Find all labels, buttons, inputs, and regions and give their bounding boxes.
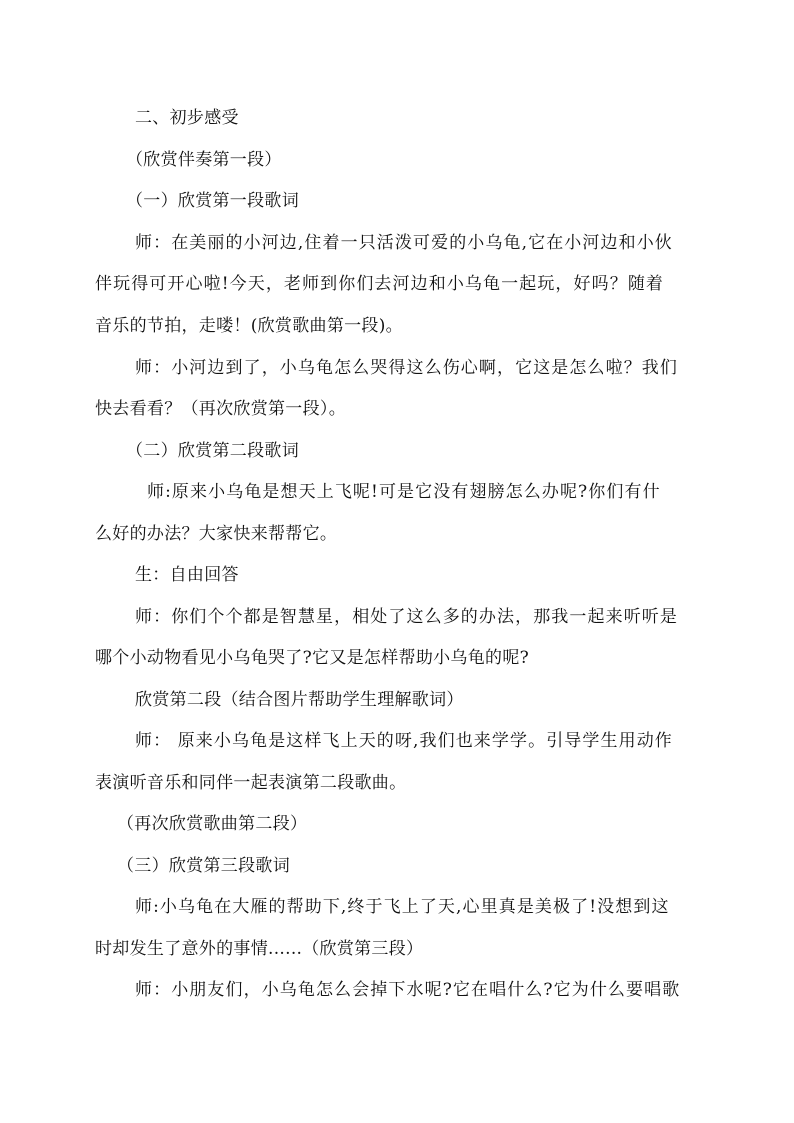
paragraph-line: 哪个小动物看见小乌龟哭了?它又是怎样帮助小乌龟的呢? <box>95 648 530 668</box>
paragraph-line: 欣赏第二段（结合图片帮助学生理解歌词） <box>135 690 464 710</box>
section-heading: 二、初步感受 <box>135 108 239 128</box>
paragraph-line: 师：小河边到了，小乌龟怎么哭得这么伤心啊，它这是怎么啦？我们 <box>135 358 678 378</box>
paragraph-line: 师：小朋友们，小乌龟怎么会掉下水呢?它在唱什么?它为什么要唱歌 <box>135 980 681 1000</box>
paragraph-line: 师:小乌龟在大雁的帮助下,终于飞上了天,心里真是美极了!没想到这 <box>135 897 670 917</box>
paragraph-line: （欣赏伴奏第一段） <box>126 150 282 170</box>
paragraph-line: 生：自由回答 <box>135 565 239 585</box>
paragraph-line: 快去看看？（再次欣赏第一段）。 <box>95 399 346 419</box>
paragraph-line: 师：在美丽的小河边,住着一只活泼可爱的小乌龟,它在小河边和小伙 <box>135 233 673 253</box>
paragraph-line: 师:原来小乌龟是想天上飞呢!可是它没有翅膀怎么办呢?你们有什 <box>147 482 661 502</box>
paragraph-line: 师： 原来小乌龟是这样飞上天的呀,我们也来学学。引导学生用动作 <box>135 731 673 751</box>
paragraph-line: 时却发生了意外的事情......（欣赏第三段） <box>95 939 424 959</box>
paragraph-line: 么好的办法？大家快来帮帮它。 <box>95 524 338 544</box>
subsection-heading: （一）欣赏第一段歌词 <box>126 191 299 211</box>
subsection-heading: （三）欣赏第三段歌词 <box>117 856 290 876</box>
paragraph-line: 伴玩得可开心啦!今天，老师到你们去河边和小乌龟一起玩，好吗？随着 <box>95 274 665 294</box>
paragraph-line: 师：你们个个都是智慧星，相处了这么多的办法，那我一起来听听是 <box>135 607 678 627</box>
paragraph-line: 表演听音乐和同伴一起表演第二段歌曲。 <box>95 773 407 793</box>
paragraph-line: （再次欣赏歌曲第二段） <box>117 814 308 834</box>
paragraph-line: 音乐的节拍，走喽！(欣赏歌曲第一段)。 <box>95 316 403 336</box>
subsection-heading: （二）欣赏第二段歌词 <box>126 441 299 461</box>
